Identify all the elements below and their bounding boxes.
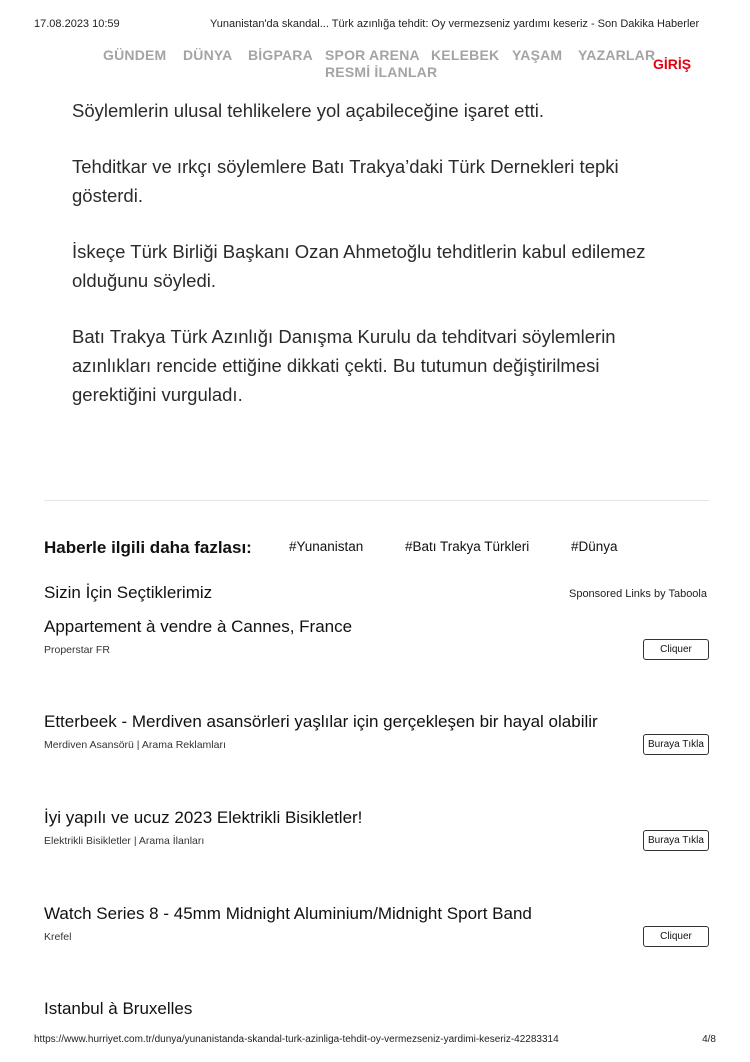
article-paragraph: Söylemlerin ulusal tehlikelere yol açabileceğine işaret etti. <box>72 100 544 121</box>
sponsored-ad <box>44 808 709 868</box>
ad-headline[interactable]: Etterbeek - Merdiven asansörleri yaşlılar için gerçekleşen bir hayal olabilir <box>44 712 598 731</box>
article-paragraph: İskeçe Türk Birliği Başkanı Ozan Ahmetoğlu tehditlerin kabul edilemez olduğunu söyledi. <box>72 241 646 291</box>
ad-cta-button[interactable]: Cliquer <box>643 926 709 947</box>
section-divider <box>44 500 709 501</box>
tag-dunya[interactable]: #Dünya <box>571 539 618 554</box>
tag-yunanistan[interactable]: #Yunanistan <box>289 539 364 554</box>
ad-source: Krefel <box>44 931 72 943</box>
print-footer <box>34 1034 716 1048</box>
nav-item-spor-arena[interactable]: SPOR ARENA <box>325 47 420 63</box>
print-date: 17.08.2023 10:59 <box>34 18 120 30</box>
nav-item-kelebek[interactable]: KELEBEK <box>431 47 500 63</box>
ad-cta-button[interactable]: Cliquer <box>643 639 709 660</box>
ad-headline[interactable]: İyi yapılı ve ucuz 2023 Elektrikli Bisikletler! <box>44 808 363 827</box>
main-nav <box>0 47 750 87</box>
ad-cta-button[interactable]: Buraya Tıkla <box>643 734 709 755</box>
nav-item-gundem[interactable]: GÜNDEM <box>103 47 167 63</box>
ad-source: Elektrikli Bisikletler | Arama İlanları <box>44 835 205 847</box>
sponsored-ad <box>44 904 709 964</box>
print-header <box>34 18 716 32</box>
ad-source: Merdiven Asansörü | Arama Reklamları <box>44 739 226 751</box>
article-paragraph: Tehditkar ve ırkçı söylemlere Batı Trakya’daki Türk Dernekleri tepki gösterdi. <box>72 156 619 206</box>
ad-headline[interactable]: Watch Series 8 - 45mm Midnight Aluminium/Midnight Sport Band <box>44 904 532 923</box>
sponsored-links-label[interactable]: Sponsored Links by Taboola <box>568 588 707 600</box>
nav-item-resmi-ilanlar[interactable]: RESMİ İLANLAR <box>325 64 438 80</box>
sponsored-ad <box>44 712 709 772</box>
tag-bati-trakya-turkleri[interactable]: #Batı Trakya Türkleri <box>405 539 530 554</box>
print-page-title: Yunanistan'da skandal... Türk azınlığa tehdit: Oy vermezseniz yardımı keseriz - Son Dakika Haberler <box>210 18 700 30</box>
login-link[interactable]: GİRİŞ <box>653 56 692 72</box>
sponsored-ad <box>44 617 709 677</box>
print-url: https://www.hurriyet.com.tr/dunya/yunanistanda-skandal-turk-azinliga-tehdit-oy-vermezseniz-yardimi-keseriz-42283314 <box>34 1034 559 1045</box>
related-label: Haberle ilgili daha fazlası: <box>44 538 252 557</box>
ad-headline[interactable]: Appartement à vendre à Cannes, France <box>44 617 353 636</box>
picks-title: Sizin İçin Seçtiklerimiz <box>44 583 213 602</box>
nav-item-bigpara[interactable]: BİGPARA <box>248 47 313 63</box>
article-paragraph: Batı Trakya Türk Azınlığı Danışma Kurulu da tehditvari söylemlerin azınlıkları rencide ettiğine dikkati çekti. Bu tutumun değiştirilmesi gerektiğini vurguladı. <box>72 326 616 405</box>
ad-source: Properstar FR <box>44 644 110 656</box>
ad-headline[interactable]: Istanbul à Bruxelles <box>44 999 193 1018</box>
print-page-number: 4/8 <box>702 1034 716 1045</box>
nav-item-yasam[interactable]: YAŞAM <box>512 47 563 63</box>
ad-cta-button[interactable]: Buraya Tıkla <box>643 830 709 851</box>
related-tags <box>44 538 709 560</box>
sponsored-ad <box>44 999 709 1021</box>
nav-item-dunya[interactable]: DÜNYA <box>183 47 233 63</box>
nav-item-yazarlar[interactable]: YAZARLAR <box>578 47 656 63</box>
